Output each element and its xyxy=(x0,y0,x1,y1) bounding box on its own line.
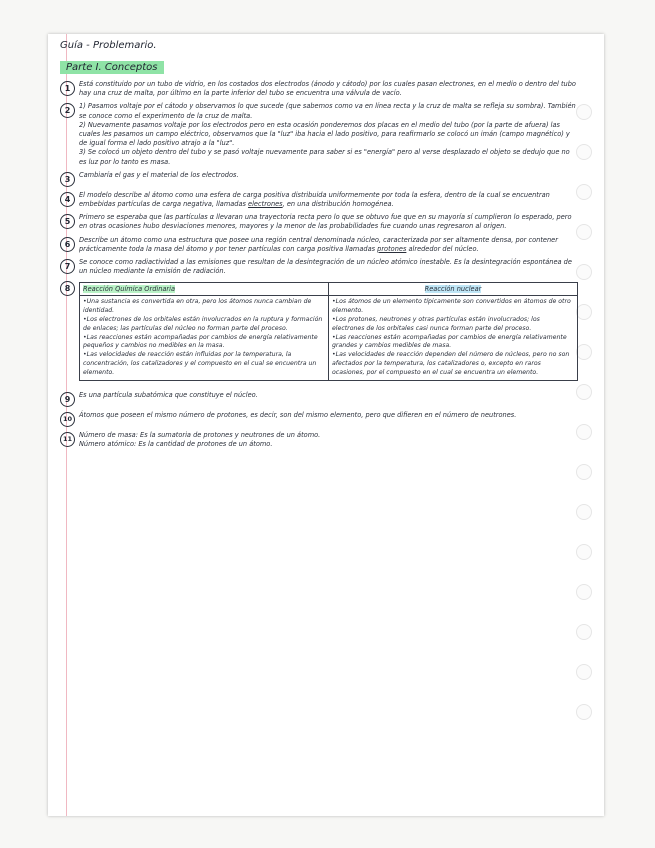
underlined-term: protones xyxy=(377,244,407,253)
answer-part: 2) Nuevamente pasamos voltaje por los electrodos pero en esta ocasión ponderemos dos placas en el medio del tubo (por la parte de afuera) las cuales les pasamos un campo eléctrico, observamos que la "luz" iba hacia el lado positivo, para reafirmarlo se colocó un imán (campo magnético) y de igual forma el lado positivo atrajo a la "luz". xyxy=(79,120,570,148)
item-number: 8 xyxy=(60,281,75,296)
table-cell-right xyxy=(329,296,578,380)
underlined-term: electrones xyxy=(248,200,283,209)
item-number: 2 xyxy=(60,103,75,118)
answer-part: 3) Se colocó un objeto dentro del tubo y se pasó voltaje nuevamente para saber si es "energía" pero al verse desplazado el objeto se dedujo que no es luz por lo tanto es masa. xyxy=(79,148,570,166)
item-number: 11 xyxy=(60,432,75,447)
page-title: Guía - Problemario. xyxy=(60,40,157,51)
list-item: • Las reacciones están acompañadas por cambios de energía relativamente grandes y cambios medibles de masa. xyxy=(332,334,574,352)
list-item: • Una sustancia es convertida en otra, pero los átomos nunca cambian de identidad. xyxy=(83,298,325,316)
answer-9 xyxy=(60,391,578,407)
answer-10 xyxy=(60,411,578,427)
answer-3 xyxy=(60,171,578,187)
answer-4 xyxy=(60,191,578,209)
table-header-right: Reacción nuclear xyxy=(329,283,578,296)
answer-2 xyxy=(60,102,578,166)
item-number: 9 xyxy=(60,392,75,407)
answer-text: Está constituido por un tubo de vidrio, en los costados dos electrodos (ánodo y cátodo) por los cuales pasan electrones, en el medio o dentro del tubo hay una cruz de malta, por último en la parte inferior del tubo se encuentra una válvula de vacío. xyxy=(79,80,576,98)
answer-text: Átomos que poseen el mismo número de protones, es decir, son del mismo elemento, pero que difieren en el número de neutrones. xyxy=(79,410,517,419)
item-number: 5 xyxy=(60,214,75,229)
item-number: 6 xyxy=(60,237,75,252)
answer-1 xyxy=(60,80,578,98)
answer-text xyxy=(79,431,320,449)
comparison-table-wrap xyxy=(79,280,578,386)
answer-8 xyxy=(60,280,578,386)
answer-text: El modelo describe al átomo como una esfera de carga positiva distribuida uniformemente por toda la esfera, dentro de la cual se encuentran embebidas partículas de carga negativa, llamadas electrones, en una distribución homogénea. xyxy=(79,190,550,209)
answer-text: Describe un átomo como una estructura que posee una región central denominada núcleo, caracterizada por ser altamente densa, por contener prácticamente toda la masa del átomo y por tener partículas con carga positiva llamadas protones alrededor del núcleo. xyxy=(79,235,558,253)
item-number: 3 xyxy=(60,172,75,187)
list-item: • Las velocidades de reacción están influidas por la temperatura, la concentración, los catalizadores y el compuesto en el cual se encuentra un elemento. xyxy=(83,351,325,377)
list-item: • Los protones, neutrones y otras partículas están involucrados; los electrones de los orbitales casi nunca forman parte del proceso. xyxy=(332,316,574,334)
answer-part: Número atómico: Es la cantidad de protones de un átomo. xyxy=(79,439,273,448)
list-item: • Los átomos de un elemento típicamente son convertidos en átomos de otro elemento. xyxy=(332,298,574,316)
table-cell-left xyxy=(80,296,329,380)
binder-holes xyxy=(576,104,598,744)
item-number: 1 xyxy=(60,81,75,96)
answer-text: Cambiaría el gas y el material de los electrodos. xyxy=(79,170,239,179)
list-item: • Las reacciones están acompañadas por cambios de energía relativamente pequeños y cambios no medibles en la masa. xyxy=(83,334,325,352)
item-number: 10 xyxy=(60,412,75,427)
list-item: • Los electrones de los orbitales están involucrados en la ruptura y formación de enlaces; las partículas del núcleo no forman parte del proceso. xyxy=(83,316,325,334)
item-number: 7 xyxy=(60,259,75,274)
answer-text: Es una partícula subatómica que constituye el núcleo. xyxy=(79,390,258,399)
list-item: • Las velocidades de reacción dependen del número de núcleos, pero no son afectados por la temperatura, los catalizadores o, excepto en raros ocasiones, por el compuesto en el cual se encuentra un elemento. xyxy=(332,351,574,377)
notebook-page xyxy=(48,34,604,816)
page-content xyxy=(60,40,578,453)
answer-part: Número de masa: Es la sumatoria de protones y neutrones de un átomo. xyxy=(79,430,321,439)
answer-11 xyxy=(60,431,578,449)
table-header-left: Reacción Química Ordinaria xyxy=(80,283,329,296)
answer-7 xyxy=(60,258,578,276)
answer-text: Se conoce como radiactividad a las emisiones que resultan de la desintegración de un núcleo atómico inestable. Es la desintegración espontánea de un núcleo mediante la emisión de radiación. xyxy=(79,258,572,276)
answer-6 xyxy=(60,236,578,254)
answer-part: 1) Pasamos voltaje por el cátodo y observamos lo que sucede (que sabemos como va en línea recta y la cruz de malta se refleja su sombra). También se conoce como el experimento de la cruz de malta. xyxy=(79,102,576,120)
answer-5 xyxy=(60,213,578,231)
answer-text: Primero se esperaba que las partículas α llevaran una trayectoria recta pero lo que se obtuvo fue que en su mayoría sí cumplieron lo esperado, pero en otras ocasiones hubo desviaciones menores, mayores y la menor de las probabilidades fue cuando unas regresaron al origen. xyxy=(79,213,572,231)
section-title: Parte I. Conceptos xyxy=(60,61,164,74)
comparison-table xyxy=(79,282,578,380)
answer-text xyxy=(79,102,578,166)
item-number: 4 xyxy=(60,192,75,207)
